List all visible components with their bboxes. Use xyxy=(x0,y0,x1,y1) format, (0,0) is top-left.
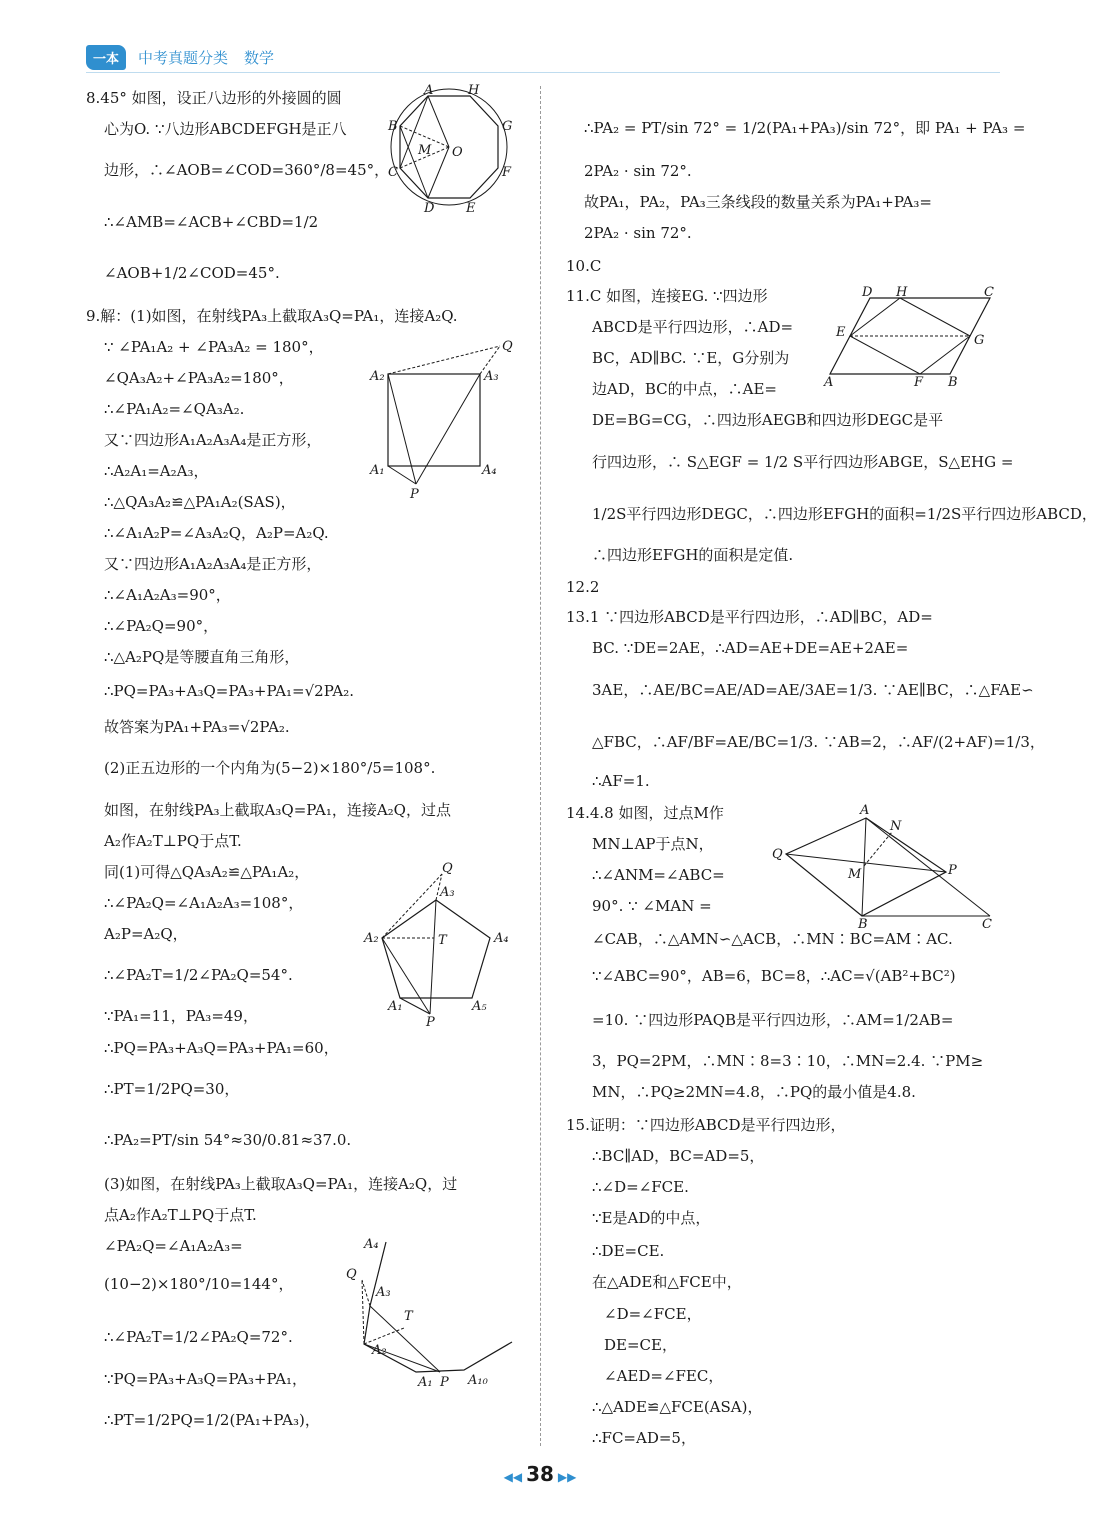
parallelogram-figure xyxy=(820,284,1000,390)
left-line: ∴PA₂=PT/sin 54°≈30/0.81≈37.0. xyxy=(104,1131,352,1149)
left-line: ∵PA₁=11，PA₃=49， xyxy=(104,1007,258,1025)
left-line: ∴∠PA₁A₂=∠QA₃A₂. xyxy=(104,400,245,418)
right-line: △FBC，∴AF/BF=AE/BC=1/3. ∵AB=2，∴AF/(2+AF)=1/3， xyxy=(592,733,1045,751)
header-rule xyxy=(86,72,1000,73)
right-line: ∴DE=CE. xyxy=(592,1242,665,1260)
brand-logo: 一本 xyxy=(86,45,126,70)
left-line: ∴PQ=PA₃+A₃Q=PA₃+PA₁=√2PA₂. xyxy=(104,682,355,700)
right-line: ∵∠ABC=90°，AB=6，BC=8，∴AC=√(AB²+BC²) xyxy=(592,967,956,985)
right-line: 15.证明：∵四边形ABCD是平行四边形， xyxy=(566,1116,846,1134)
parallelogram-label: C xyxy=(984,285,994,300)
right-line: 3，PQ=2PM，∴MN∶8=3∶10，∴MN=2.4. ∵PM≥ xyxy=(592,1052,984,1070)
right-line: ∴四边形EFGH的面积是定值. xyxy=(592,546,794,564)
octagon-label: G xyxy=(502,119,513,134)
octagon-label: O xyxy=(452,145,463,160)
parallelogram-label: H xyxy=(896,285,908,300)
column-divider xyxy=(540,86,541,1446)
left-line: ∴∠PA₂T=1/2∠PA₂Q=54°. xyxy=(104,966,293,984)
pentagon-label: A₄ xyxy=(494,931,509,946)
left-line: 边形，∴∠AOB=∠COD=360°/8=45°， xyxy=(104,161,390,179)
right-line: DE=CE， xyxy=(604,1336,677,1354)
left-line: ∴∠AMB=∠ACB+∠CBD=1/2 xyxy=(104,213,319,231)
right-line: 在△ADE和△FCE中， xyxy=(592,1273,742,1291)
right-line: ∵E是AD的中点， xyxy=(592,1209,711,1227)
rhombus-label: M xyxy=(848,867,862,882)
parallelogram-label: E xyxy=(836,325,846,340)
pentagon-label: Q xyxy=(442,861,453,876)
right-line: 10.C xyxy=(566,257,602,275)
left-line: ∴△A₂PQ是等腰直角三角形， xyxy=(104,648,300,666)
octagon-label: F xyxy=(502,165,512,180)
left-line: ∴∠A₁A₂A₃=90°， xyxy=(104,586,231,604)
right-line: MN⊥AP于点N， xyxy=(592,835,714,853)
left-line: (10−2)×180°/10=144°， xyxy=(104,1275,294,1293)
left-line: ∴∠A₁A₂P=∠A₃A₂Q，A₂P=A₂Q. xyxy=(104,524,329,542)
left-line: A₂P=A₂Q， xyxy=(104,925,188,943)
subject-label: 数学 xyxy=(244,48,275,67)
right-line: BC. ∵DE=2AE，∴AD=AE+DE=AE+2AE= xyxy=(592,639,909,657)
square-label: A₃ xyxy=(484,369,499,384)
octagon-figure xyxy=(388,83,520,218)
octagon-label: C xyxy=(388,165,398,180)
header xyxy=(86,44,274,70)
page-footer xyxy=(0,1462,1080,1486)
square-label: P xyxy=(410,487,419,502)
left-line: 点A₂作A₂T⊥PQ于点T. xyxy=(104,1206,257,1224)
right-line: ABCD是平行四边形，∴AD= xyxy=(592,318,794,336)
left-line: ∴∠PA₂T=1/2∠PA₂Q=72°. xyxy=(104,1328,293,1346)
square-label: A₁ xyxy=(370,463,385,478)
parallelogram-label: G xyxy=(974,333,985,348)
parallelogram-label: B xyxy=(948,375,958,390)
pentagon-label: A₃ xyxy=(440,885,455,900)
left-line: ∠QA₃A₂+∠PA₃A₂=180°， xyxy=(104,369,294,387)
left-line: ∠PA₂Q=∠A₁A₂A₃= xyxy=(104,1237,243,1255)
decagon-label: A₁₀ xyxy=(468,1373,488,1388)
rhombus-figure xyxy=(770,804,1000,930)
left-line: 8.45° 如图，设正八边形的外接圆的圆 xyxy=(86,89,342,107)
octagon-label: M xyxy=(418,143,432,158)
right-line: ∴FC=AD=5， xyxy=(592,1429,696,1447)
right-line: =10. ∵四边形PAQB是平行四边形，∴AM=1/2AB= xyxy=(592,1011,954,1029)
left-line: 9.解：(1)如图，在射线PA₃上截取A₃Q=PA₁，连接A₂Q. xyxy=(86,307,458,325)
left-line: 又∵四边形A₁A₂A₃A₄是正方形， xyxy=(104,555,322,573)
pentagon-label: A₂ xyxy=(364,931,379,946)
right-line: ∠D=∠FCE， xyxy=(604,1305,702,1323)
right-line: ∴AF=1. xyxy=(592,772,650,790)
square-label: A₂ xyxy=(370,369,385,384)
page-number: 38 xyxy=(526,1462,554,1486)
left-line: 如图，在射线PA₃上截取A₃Q=PA₁，连接A₂Q，过点 xyxy=(104,801,451,819)
left-line: ∴A₂A₁=A₂A₃， xyxy=(104,462,209,480)
right-line: ∠CAB，∴△AMN∽△ACB，∴MN∶BC=AM∶AC. xyxy=(592,930,953,948)
left-line: 心为O. ∵八边形ABCDEFGH是正八 xyxy=(104,120,347,138)
decagon-label: A₂ xyxy=(372,1343,387,1358)
octagon-label: E xyxy=(466,201,476,216)
left-line: ∴∠PA₂Q=90°， xyxy=(104,617,219,635)
left-line: 同(1)可得△QA₃A₂≌△PA₁A₂， xyxy=(104,863,310,881)
right-line: ∴PA₂ = PT/sin 72° = 1/2(PA₁+PA₃)/sin 72°，即 PA₁ + PA₃ = xyxy=(584,119,1026,137)
pentagon-label: P xyxy=(426,1015,435,1030)
left-line: (2)正五边形的一个内角为(5−2)×180°/5=108°. xyxy=(104,759,436,777)
right-line: 12.2 xyxy=(566,578,600,596)
rhombus-label: N xyxy=(890,819,902,834)
rhombus-label: C xyxy=(982,917,992,932)
right-line: ∴∠ANM=∠ABC= xyxy=(592,866,725,884)
right-line: 3AE，∴AE/BC=AE/AD=AE/3AE=1/3. ∵AE∥BC，∴△FAE∽ xyxy=(592,681,1034,699)
pentagon-figure xyxy=(360,858,520,1030)
right-line: 行四边形，∴ S△EGF = 1/2 S平行四边形ABGE，S△EHG = xyxy=(592,453,1014,471)
right-line: 11.C 如图，连接EG. ∵四边形 xyxy=(566,287,768,305)
right-line: 14.4.8 如图，过点M作 xyxy=(566,804,724,822)
decagon-label: P xyxy=(440,1375,449,1390)
decagon-label: T xyxy=(404,1309,413,1324)
right-line: 90°. ∵ ∠MAN = xyxy=(592,897,712,915)
octagon-label: H xyxy=(468,83,480,98)
decagon-label: A₁ xyxy=(418,1375,433,1390)
parallelogram-label: F xyxy=(914,375,924,390)
pentagon-label: A₁ xyxy=(388,999,403,1014)
parallelogram-label: D xyxy=(862,285,873,300)
right-line: 1/2S平行四边形DEGC，∴四边形EFGH的面积=1/2S平行四边形ABCD， xyxy=(592,505,1097,523)
square-label: A₄ xyxy=(482,463,497,478)
book-title: 中考真题分类 xyxy=(138,48,229,67)
left-line: ∵PQ=PA₃+A₃Q=PA₃+PA₁， xyxy=(104,1370,308,1388)
parallelogram-label: A xyxy=(824,375,834,390)
right-line: 2PA₂ · sin 72°. xyxy=(584,224,692,242)
right-line: 故PA₁，PA₂，PA₃三条线段的数量关系为PA₁+PA₃= xyxy=(584,193,932,211)
decagon-label: A₃ xyxy=(376,1285,391,1300)
prev-arrow-icon: ◀◀ xyxy=(503,1470,523,1484)
left-line: ∴△QA₃A₂≌△PA₁A₂(SAS)， xyxy=(104,493,296,511)
decagon-label: Q xyxy=(346,1267,357,1282)
octagon-label: D xyxy=(424,201,435,216)
right-line: DE=BG=CG，∴四边形AEGB和四边形DEGC是平 xyxy=(592,411,944,429)
rhombus-label: B xyxy=(858,917,868,932)
left-line: 又∵四边形A₁A₂A₃A₄是正方形， xyxy=(104,431,322,449)
rhombus-label: A xyxy=(860,803,870,818)
right-line: ∴△ADE≌△FCE(ASA)， xyxy=(592,1398,763,1416)
octagon-label: A xyxy=(424,83,434,98)
decagon-label: A₄ xyxy=(364,1237,379,1252)
pentagon-label: T xyxy=(438,933,447,948)
left-line: 故答案为PA₁+PA₃=√2PA₂. xyxy=(104,718,290,736)
square-label: Q xyxy=(502,339,513,354)
next-arrow-icon: ▶▶ xyxy=(557,1470,577,1484)
left-line: ∴∠PA₂Q=∠A₁A₂A₃=108°， xyxy=(104,894,304,912)
pentagon-label: A₅ xyxy=(472,999,487,1014)
decagon-figure xyxy=(340,1234,520,1390)
right-line: 13.1 ∵四边形ABCD是平行四边形，∴AD∥BC，AD= xyxy=(566,608,933,626)
left-line: ∵ ∠PA₁A₂ + ∠PA₃A₂ = 180°， xyxy=(104,338,324,356)
square-figure xyxy=(368,334,518,502)
right-line: ∴∠D=∠FCE. xyxy=(592,1178,689,1196)
left-line: (3)如图，在射线PA₃上截取A₃Q=PA₁，连接A₂Q，过 xyxy=(104,1175,458,1193)
right-line: ∴BC∥AD，BC=AD=5， xyxy=(592,1147,765,1165)
right-line: MN，∴PQ≥2MN=4.8，∴PQ的最小值是4.8. xyxy=(592,1083,916,1101)
left-line: ∴PT=1/2PQ=30， xyxy=(104,1080,240,1098)
right-line: 边AD，BC的中点，∴AE= xyxy=(592,380,777,398)
rhombus-label: Q xyxy=(772,847,783,862)
left-line: ∴PT=1/2PQ=1/2(PA₁+PA₃)， xyxy=(104,1411,320,1429)
right-line: BC，AD∥BC. ∵E，G分别为 xyxy=(592,349,790,367)
octagon-label: B xyxy=(388,119,398,134)
left-line: ∠AOB+1/2∠COD=45°. xyxy=(104,264,280,282)
right-line: 2PA₂ · sin 72°. xyxy=(584,162,692,180)
left-line: ∴PQ=PA₃+A₃Q=PA₃+PA₁=60， xyxy=(104,1039,339,1057)
left-line: A₂作A₂T⊥PQ于点T. xyxy=(104,832,242,850)
rhombus-label: P xyxy=(948,863,957,878)
right-line: ∠AED=∠FEC， xyxy=(604,1367,724,1385)
